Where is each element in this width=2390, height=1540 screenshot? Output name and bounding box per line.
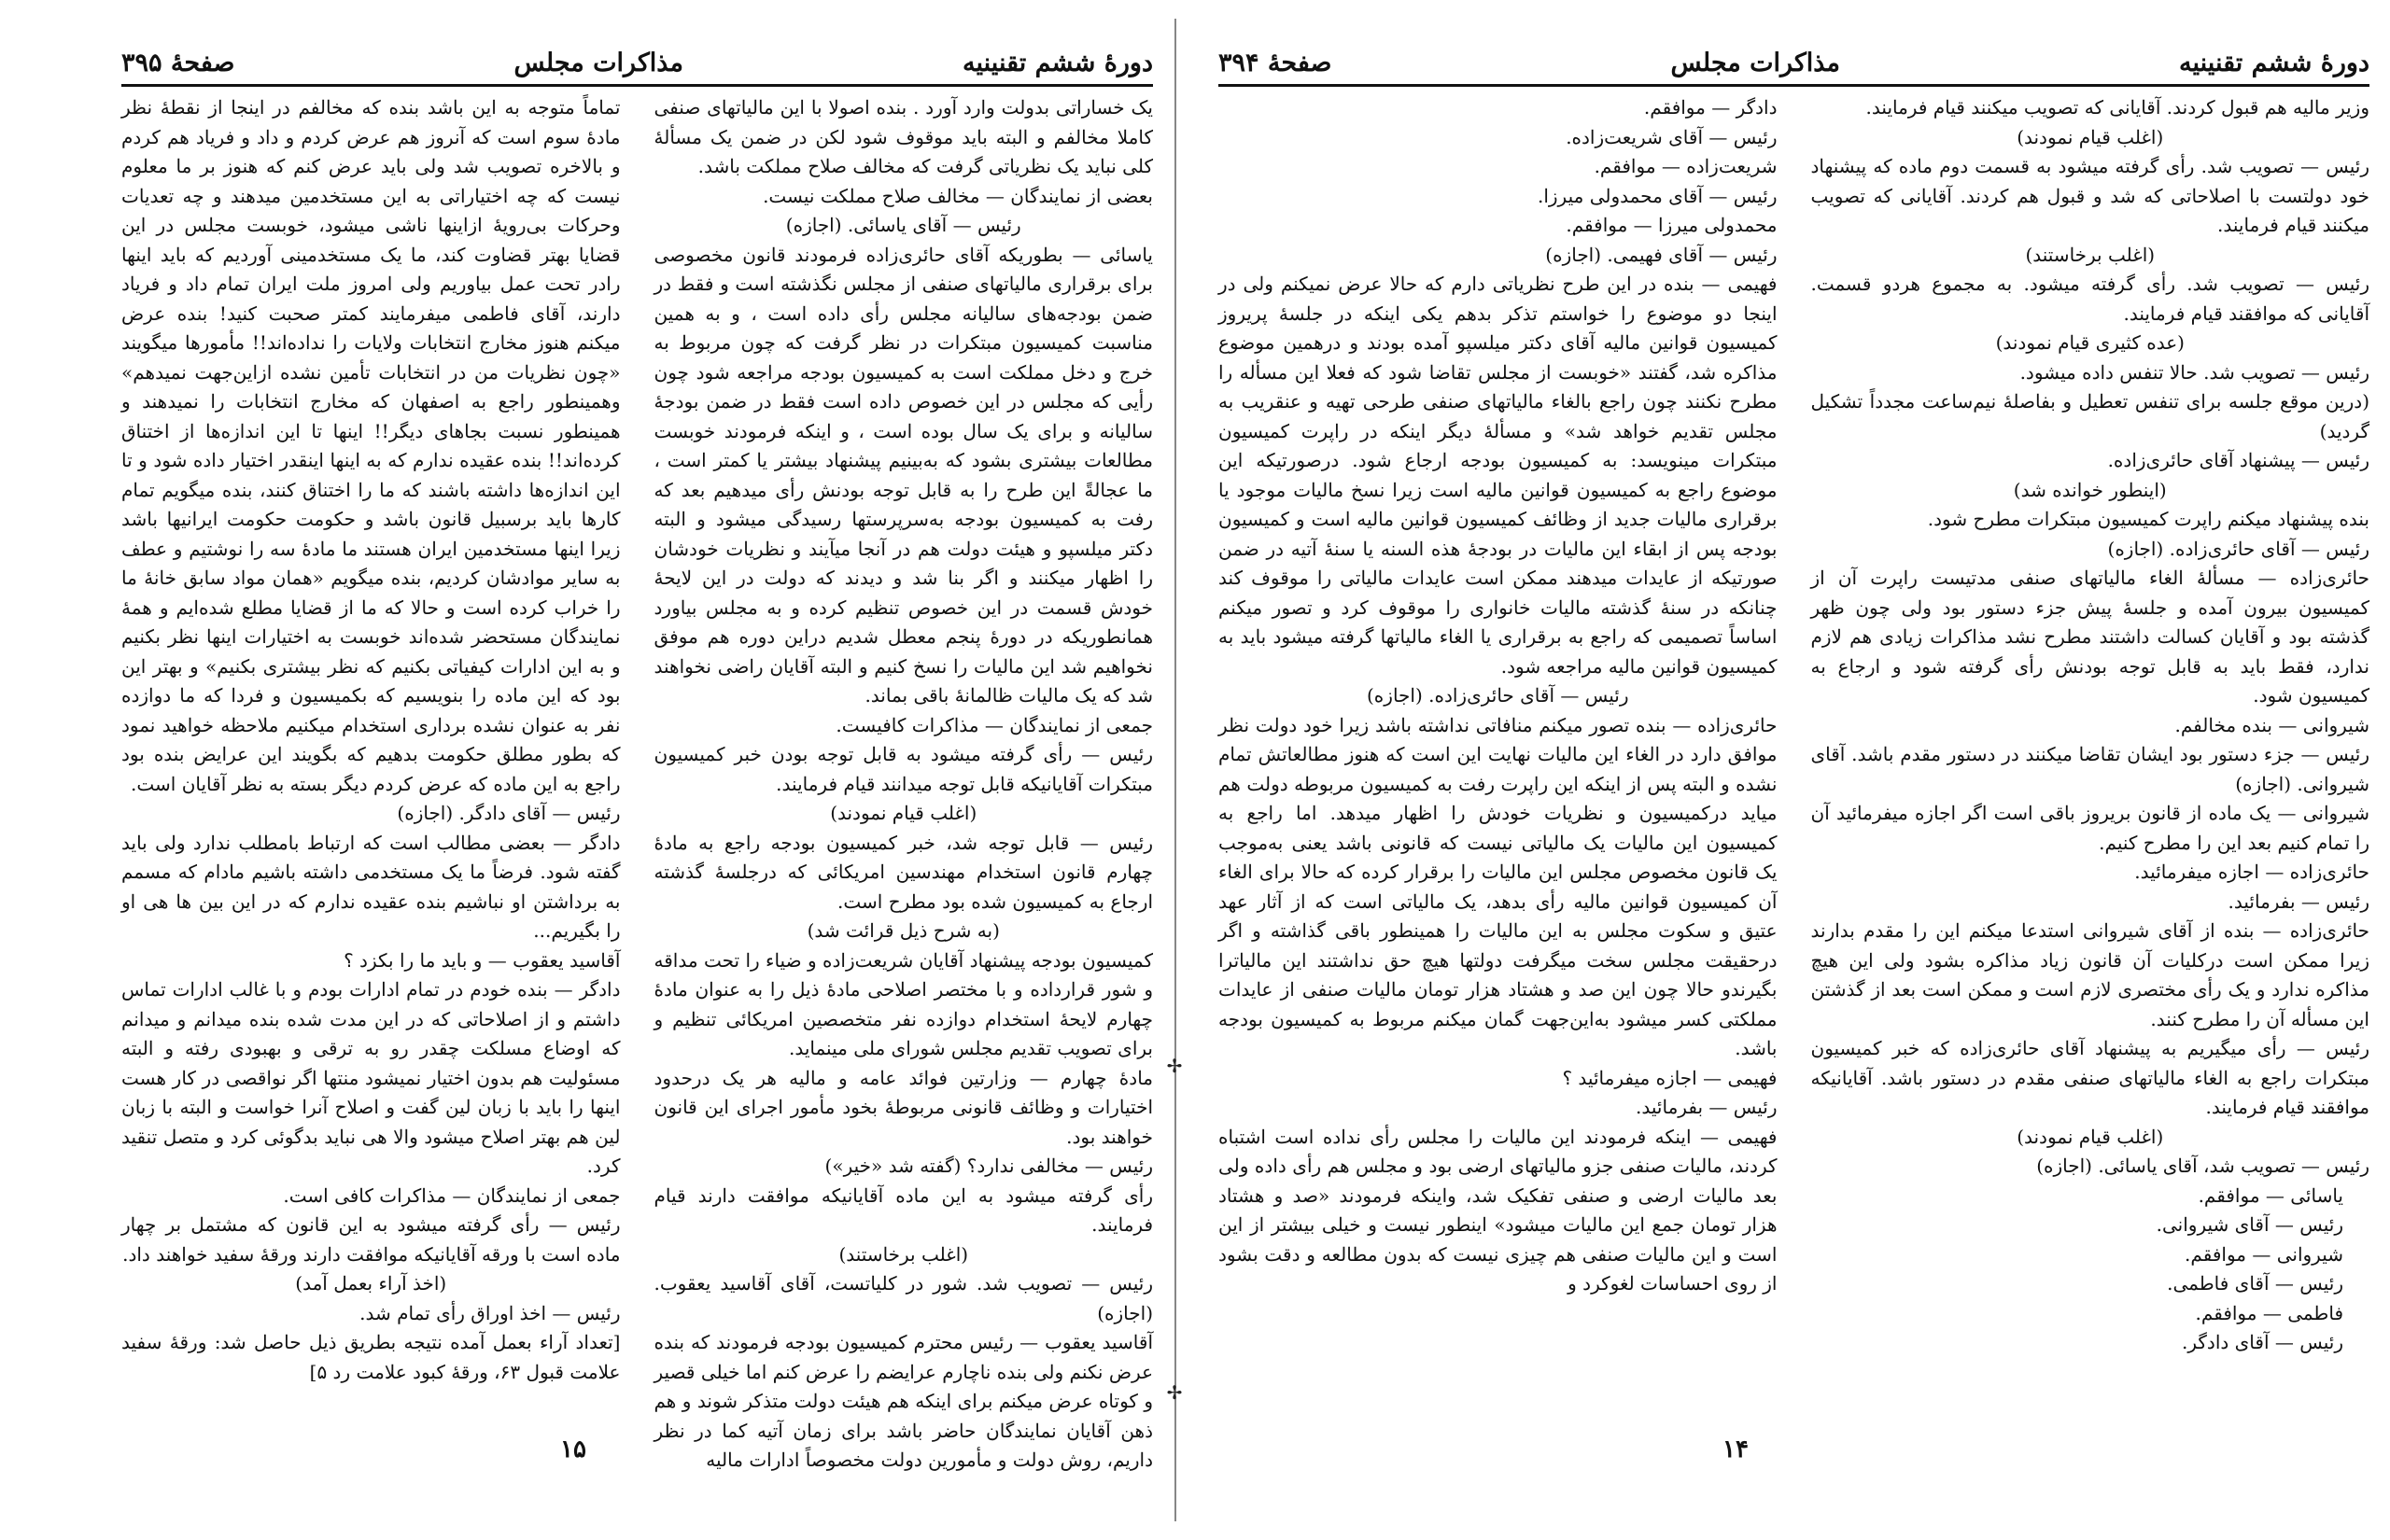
left-running-head — [121, 41, 1153, 87]
paragraph: رئیس — آقای شیروانی. — [2156, 1213, 2343, 1236]
paragraph: بعضی از نمایندگان — مخالف صلاح مملکت نیست. — [763, 184, 1153, 207]
paragraph: فاطمی — موافقم. — [2195, 1301, 2343, 1324]
paragraph: (عده کثیری قیام نمودند) — [1995, 331, 2185, 354]
paragraph: رئیس — آقای شریعت‌زاده. — [1566, 125, 1778, 148]
paragraph: دادگر — بعضی مطالب است که ارتباط بامطلب ندارد ولی باید گفته شود. فرضاً ما یک مستخدمی داشته باشیم مادام که مسمم به برداشتن او نباشیم بنده عقیده ندارم که در این بین ها هی او را بگیریم... — [121, 831, 621, 942]
paragraph: رئیس — رأی گرفته میشود به قابل توجه بودن خبر کمیسیون مبتکرات آقایانیکه قابل توجه میدانند قیام فرمایند. — [654, 743, 1153, 795]
gutter-line — [1174, 19, 1176, 1521]
paragraph: رئیس — جزء دستور بود ایشان تقاضا میکنند در دستور مقدم باشد. آقای شیروانی. (اجازه) — [1810, 743, 2369, 795]
left-page — [0, 0, 1172, 1540]
paragraph: (اغلب قیام نمودند) — [2017, 1125, 2164, 1148]
paragraph: جمعی از نمایندگان — مذاکرات کافی است. — [283, 1183, 621, 1207]
paragraph: رئیس — تصویب شد. رأی گرفته میشود. به مجموع هردو قسمت. آقایانی که موافقند قیام فرمایند. — [1810, 273, 2369, 325]
paragraph: (اغلب برخاستند) — [2025, 243, 2156, 266]
left-page-number: ۱۵ — [560, 1435, 586, 1463]
paragraph: (به شرح ذیل قرائت شد) — [807, 919, 1000, 942]
left-header-session: دورهٔ ششم تقنینیه — [963, 48, 1153, 77]
paragraph: رئیس — آقای محمدولی میرزا. — [1537, 184, 1778, 207]
paragraph: رئیس — تصویب شد. رأی گرفته میشود به قسمت دوم ماده که پیشنهاد خود دولتست با اصلاحاتی که شد و قبول هم کردند. آقایانی که تصویب میکنند قیام فرمایند. — [1810, 155, 2369, 236]
paragraph: (اغلب برخاستند) — [838, 1242, 969, 1266]
paragraph: رئیس — آقای حائری‌زاده. (اجازه) — [1367, 684, 1629, 707]
paragraph: (اغلب قیام نمودند) — [2017, 125, 2164, 148]
left-page-left-column — [121, 93, 621, 1414]
paragraph: رئیس — تصویب شد، آقای یاسائی. (اجازه) — [2036, 1155, 2369, 1177]
paragraph: آقاسید یعقوب — رئیس محترم کمیسیون بودجه فرمودند که بنده عرض نکنم ولی بنده ناچارم عرایضم را عرض کنم اما خیلی قصیر و کوتاه عرض میکنم برای اینکه هم هیئت دولت متذکر شوند و هم ذهن آقایان نمایندگان حاضر باشد برای زمان آتیه کما در نظر داریم، روش دولت و مأمورین دولت مخصوصاً ادارات مالیه — [654, 1331, 1153, 1471]
paragraph: (اخذ آراء بعمل آمد) — [295, 1272, 447, 1295]
paragraph: رئیس — قابل توجه شد، خبر کمیسیون بودجه راجع به مادهٔ چهارم قانون استخدام مهندسین امریکائی که درجلسهٔ گذشته ارجاع به کمیسیون شده بود مطرح است. — [654, 831, 1154, 913]
paragraph: فهیمی — اجازه میفرمائید ؟ — [1562, 1066, 1778, 1089]
paragraph: رئیس — بفرمائید. — [1636, 1096, 1778, 1118]
right-header-page-label: صفحهٔ ۳۹۴ — [1218, 48, 1332, 77]
paragraph: (اغلب قیام نمودند) — [830, 802, 977, 824]
paragraph: رئیس — مخالفی ندارد؟ (گفته شد «خیر») — [824, 1155, 1153, 1177]
right-running-head — [1218, 41, 2369, 87]
paragraph: دادگر — موافقم. — [1643, 96, 1778, 119]
paragraph: شیروانی — بنده مخالفم. — [2174, 713, 2369, 736]
paragraph: رأی گرفته میشود به این ماده آقایانیکه موافقت دارند قیام فرمایند. — [654, 1183, 1153, 1236]
gutter-mark: ✢ — [1166, 1055, 1183, 1077]
paragraph: حائری‌زاده — بنده تصور میکنم منافاتی نداشته باشد زیرا خود دولت نظر موافق دارد در الغاء این مالیات نهایت این است که هنوز مطالعاتش تمام نشده و البته پس از اینکه این راپرت رفت به کمیسیون مربوطه دولت هم میاید درکمیسیون و نظریات خودش را اظهار میدهد. اما راجع به کمیسیون این مالیات یک مالیاتی نیست که قانونی باشد یعنی به‌موجب یک قانون مخصوص مجلس این مالیات را برقرار کرده که حالا برای الغاء آن کمیسیون قوانین مالیه رأی بدهد، یک مالیاتی است که از آثار عهد عتیق و سکوت مجلس به این مالیات را همینطور باقی گذاشته و اگر درحقیقت مجلس سخت میگرفت دولتها هیچ حق نداشتند این مالیاترا بگیرندو حالا چون این صد و هشتاد هزار تومان مالیات صنفی از عایدات مملکتی کسر میشود به‌این‌جهت گمان میکنم مربوط به کمیسیون بودجه باشد. — [1218, 713, 1778, 1059]
paragraph: شیروانی — موافقم. — [2185, 1242, 2343, 1266]
paragraph: رئیس — آقای یاسائی. (اجازه) — [785, 214, 1021, 236]
paragraph: حائری‌زاده — بنده از آقای شیروانی استدعا میکنم این را مقدم بدارند زیرا ممکن است درکلیات آن قانون زیاد مذاکره بشود ولی این هیچ مذاکره ندارد و یک رأی مختصری لازم است و ممکن است بعد از گذشتن این مسأله آن را مطرح کنند. — [1810, 919, 2369, 1030]
paragraph: فهیمی — اینکه فرمودند این مالیات را مجلس رأی نداده است اشتباه کردند، مالیات صنفی جزو مالیاتهای ارضی بود و مجلس هم رأی داده ولی بعد مالیات ارضی و صنفی تفکیک شد، واینکه فرمودند «صد و هشتاد هزار تومان جمع این مالیات میشود» اینطور نیست و خیلی بیشتر از این است و این مالیات صنفی هم چیزی نیست که بدون مطالعه و دقت بشود از روی احساسات لغوکرد و — [1218, 1125, 1778, 1295]
paragraph: حائری‌زاده — اجازه میفرمائید. — [2134, 861, 2369, 883]
right-page-right-column — [1811, 93, 2370, 1414]
paragraph: [تعداد آراء بعمل آمده نتیجه بطریق ذیل حاصل شد: ورقهٔ سفید علامت قبول ۶۳، ورقهٔ کبود علامت رد ۵] — [121, 1331, 621, 1383]
left-page-right-column — [654, 93, 1154, 1471]
paragraph: آقاسید یعقوب — و باید ما را بکزد ؟ — [344, 948, 621, 972]
paragraph: تماماً متوجه به این باشد بنده که مخالفم در اینجا از نقطهٔ نظر مادهٔ سوم است که آنروز هم عرض کردم و داد و فریاد هم کردم و بالاخره تصویب شد ولی باید عرض کنم که هنوز بر ما معلوم نیست که چه اختیاراتی به این مستخدمین میدهند و چه تعدیات وحرکات بی‌رویهٔ ازاینها ناشی میشود، خوبست مجلس در این قضایا بهتر قضاوت کند، ما یک مستخدمینی آوردیم که باید اینها رادر تحت عمل بیاوریم ولی امروز ملت ایران تمام داد و فریاد دارند، آقای فاطمی میفرمایند کمتر صحبت کنید! بنده عرض میکنم هنوز مخارج انتخابات ولایات را نداده‌اند!! مأمورها میگویند «چون نظریات من در انتخابات تأمین نشده ازاین‌جهت نمیدهم» وهمینطور راجع به اصفهان که مخارج انتخابات را نمیدهند و همینطور نسبت بجاهای دیگر!! اینها تا این اندازه‌ها از اختناق کرده‌اند!! بنده عقیده ندارم که به اینها اینقدر اختیار داده شود و تا این اندازه‌ها داشته باشند که ما را اختناق کنند، بنده میگویم تمام کارها باید برسبیل قانون باشد و حکومت حکومت ایرانیها باشد زیرا اینها مستخدمین ایران هستند ما مادهٔ سه را نوشتیم و عطف به سایر موادشان کردیم، بنده میگویم «همان مواد سابق خانهٔ ما را خراب کرده است و حالا که ما از قضایا مطلع شده‌ایم و همهٔ نمایندگان مستحضر شده‌اند خوبست به اختیارات اینها نظر بکنیم و به این ادارات کیفیاتی بکنیم که نظر بیشتری بکنیم» و بهتر این بود که این ماده را بنویسیم که بکمیسیون و فردا که ما دوازده نفر به عنوان نشده برداری استخدام میکنیم ملاحظه خواهید نمود که بطور مطلق حکومت بدهیم که بگویند این عرایض بنده بود راجع به این ماده که عرض کردم دیگر بسته به نظر آقایان است. — [121, 96, 621, 795]
paragraph: رئیس — تصویب شد. شور در کلیاتست، آقای آقاسید یعقوب. (اجازه) — [654, 1272, 1153, 1324]
paragraph: مادهٔ چهارم — وزارتین فوائد عامه و مالیه هر یک درحدود اختیارات و وظائف قانونی مربوطهٔ بخود مأمور اجرای این قانون خواهند بود. — [654, 1066, 1154, 1148]
paragraph: حائری‌زاده — مسألهٔ الغاء مالیاتهای صنفی مدتیست راپرت آن از کمیسیون بیرون آمده و جلسهٔ پیش جزء دستور بود ولی چون ظهر گذشته بود و آقایان کسالت داشتند مطرح نشد مذاکرات زیادی هم لازم ندارد، فقط باید به قابل توجه بودنش رأی گرفته شود و ارجاع به کمیسیون شود. — [1810, 567, 2369, 707]
paragraph: وزیر مالیه هم قبول کردند. آقایانی که تصویب میکنند قیام فرمایند. — [1865, 96, 2369, 119]
paragraph: شیروانی — یک ماده از قانون بریروز باقی است اگر اجازه میفرمائید آن را تمام کنیم بعد این را مطرح کنیم. — [1810, 802, 2369, 854]
paragraph: (اینطور خوانده شد) — [2013, 478, 2167, 501]
paragraph: رئیس — آقای فاطمی. — [2167, 1272, 2343, 1295]
right-page — [1181, 0, 2390, 1540]
right-page-left-column — [1218, 93, 1778, 1414]
paragraph: شریعت‌زاده — موافقم. — [1594, 155, 1778, 177]
right-header-session: دورهٔ ششم تقنینیه — [2179, 48, 2369, 77]
paragraph: یاسائی — موافقم. — [2198, 1183, 2343, 1207]
paragraph: رئیس — اخذ اوراق رأی تمام شد. — [359, 1301, 621, 1324]
paragraph: یاسائی — بطوریکه آقای حائری‌زاده فرمودند قانون مخصوصی برای برقراری مالیاتهای صنفی از مجلس نگذشته است و فقط در ضمن بودجه‌های سالیانه مجلس رأی داده است ، و به همین مناسبت کمیسیون مبتکرات در نظر گرفت که چون مربوط به خرج و دخل مملکت است به کمیسیون بودجه مراجعه شود چون رأیی که مجلس در این خصوص داده است فقط در ضمن بودجهٔ سالیانه و برای یک سال بوده است ، و اینکه فرمودند خوبست مطالعات بیشتری بشود که به‌بینیم پیشنهاد بیشتر یا کمتر است ، ما عجالةً این طرح را به قابل توجه بودنش رأی میدهیم بعد که رفت به کمیسیون بودجه به‌سرپرستها رسیدگی میشود و البته دکتر میلسپو و هیئت دولت هم در آنجا میآیند و نظریات خودشان را اظهار میکنند و اگر بنا شد و دیدند که دولت در این لایحهٔ خودش قسمت در این خصوص تنظیم کرده و به مجلس بیاورد همانطوریکه در دورهٔ پنجم معطل شدیم دراین دوره هم موفق نخواهیم شد این مالیات را نسخ کنیم و البته آقایان راضی نخواهند شد که یک مالیات ظالمانهٔ باقی بماند. — [654, 243, 1154, 707]
right-page-columns — [1218, 93, 2369, 1414]
right-header-title: مذاکرات مجلس — [1670, 48, 1840, 77]
left-header-page-label: صفحهٔ ۳۹۵ — [121, 48, 235, 77]
paragraph: رئیس — آقای دادگر. — [2182, 1331, 2343, 1353]
paragraph: رئیس — بفرمائید. — [2228, 889, 2369, 913]
paragraph: رئیس — رأی میگیریم به پیشنهاد آقای حائری‌زاده که خبر کمیسیون مبتکرات راجع به الغاء مالیاتهای صنفی مقدم در دستور باشد. آقایانیکه موافقند قیام فرمایند. — [1810, 1037, 2369, 1118]
paragraph: یک خساراتی بدولت وارد آورد . بنده اصولا با این مالیاتهای صنفی کاملا مخالفم و البته باید موقوف شود لکن در ضمن یک مسألهٔ کلی نباید یک نظریاتی گرفت که مخالف صلاح مملکت باشد. — [654, 96, 1153, 177]
paragraph: کمیسیون بودجه پیشنهاد آقایان شریعت‌زاده و ضیاء را تحت مداقه و شور قرارداده و با مختصر اصلاحی مادهٔ ذیل را به عنوان مادهٔ چهارم لایحهٔ استخدام دوازده نفر متخصصین امریکائی تنظیم و برای تصویب تقدیم مجلس شورای ملی مینماید. — [654, 948, 1153, 1059]
paragraph: رئیس — آقای فهیمی. (اجازه) — [1545, 243, 1778, 266]
paragraph: رئیس — رأی گرفته میشود به این قانون که مشتمل بر چهار ماده است با ورقه آقایانیکه موافقت دارند ورقهٔ سفید خواهند داد. — [121, 1213, 621, 1266]
paragraph: دادگر — بنده خودم در تمام ادارات بودم و با غالب ادارات تماس داشتم و از اصلاحاتی که در این مدت شده بنده میدانم و میدانم که اوضاع مسلکت چقدر رو به ترقی و بهبودی رفته و البته مسئولیت هم بدون اختیار نمیشود منتها اگر نواقصی در کار هست اینها را باید با زبان لین گفت و اصلاح آنرا خواست و البته با زبان لین هم بهتر اصلاح میشود والا هی نباید بدگوئی کرد و متصل تنقید کرد. — [121, 978, 621, 1177]
paragraph: فهیمی — بنده در این طرح نظریاتی دارم که حالا عرض نمیکنم ولی در اینجا دو موضوع را خواستم تذکر بدهم یکی اینکه در جلسهٔ پریروز کمیسیون قوانین مالیه آقای دکتر میلسپو آمده بودند و درهمین موضوع مذاکره شد، گفتند «خوبست از مجلس تقاضا شود که فعلا این مسأله را مطرح نکنند چون راجع بالغاء مالیاتهای صنفی طرحی تهیه و عنقریب به مجلس تقدیم خواهد شد» و مسألهٔ دیگر اینکه در راپرت کمیسیون مبتکرات مینویسد: به کمیسیون بودجه ارجاع شود. درصورتیکه این موضوع راجع به کمیسیون قوانین مالیه است زیرا نسخ مالیات موجود یا برقراری مالیات جدید از وظائف کمیسیون قوانین مالیه است و کمیسیون بودجه پس از ابقاء این مالیات در بودجهٔ هذه السنه یا سنهٔ آتیه در ضمن صورتیکه از عایدات میدهند ممکن است عایدات مالیاتی را موقوف کند چنانکه در سنهٔ گذشته مالیات خانواری را موقوف کرد و تصور میکنم اساساً تصمیمی که راجع به برقراری یا الغاء مالیاتها گرفته میشود باید به کمیسیون قوانین مالیه مراجعه شود. — [1218, 273, 1778, 678]
left-header-title: مذاکرات مجلس — [513, 48, 683, 77]
paragraph: رئیس — پیشنهاد آقای حائری‌زاده. — [2107, 449, 2369, 471]
paragraph: (درین موقع جلسه برای تنفس تعطیل و بفاصلهٔ نیم‌ساعت مجدداً تشکیل گردید) — [1810, 390, 2369, 442]
paragraph: جمعی از نمایندگان — مذاکرات کافیست. — [836, 713, 1153, 736]
paragraph: رئیس — آقای حائری‌زاده. (اجازه) — [2107, 537, 2369, 560]
right-page-number: ۱۴ — [1722, 1435, 1749, 1463]
paragraph: رئیس — آقای دادگر. (اجازه) — [397, 802, 621, 824]
paragraph: محمدولی میرزا — موافقم. — [1566, 214, 1778, 236]
gutter-mark: ✢ — [1166, 1381, 1183, 1404]
paragraph: بنده پیشنهاد میکنم راپرت کمیسیون مبتکرات مطرح شود. — [1927, 508, 2369, 530]
paragraph: رئیس — تصویب شد. حالا تنفس داده میشود. — [2019, 360, 2369, 384]
